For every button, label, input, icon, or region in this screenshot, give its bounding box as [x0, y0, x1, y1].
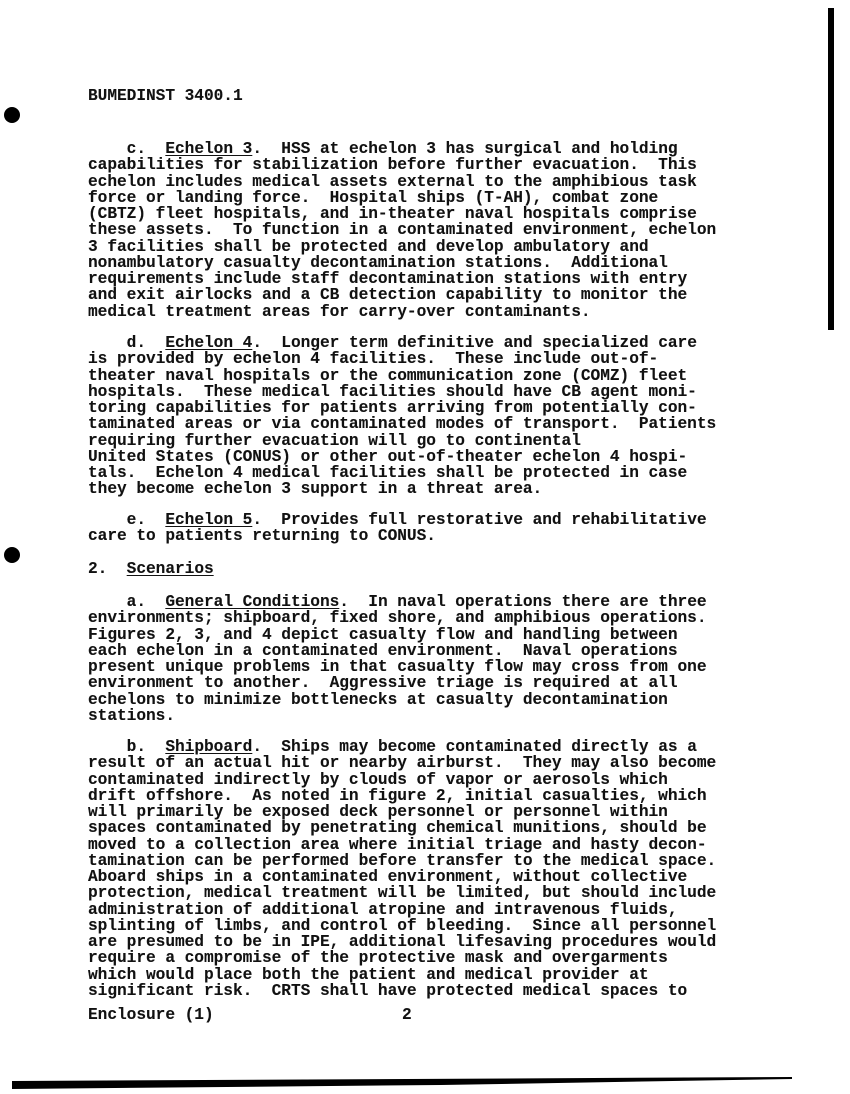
paragraph-text: . HSS at echelon 3 has surgical and holding — [252, 140, 678, 158]
line: present unique problems in that casualty flow may cross from one — [88, 658, 707, 676]
line: tamination can be performed before transfer to the medical space. — [88, 851, 717, 870]
line: requiring further evacuation will go to continental — [88, 431, 581, 450]
paragraph-label: d. — [88, 334, 166, 352]
line: are presumed to be in IPE, additional lifesaving procedures would — [88, 933, 717, 951]
line: Aboard ships in a contaminated environment, without collective — [88, 868, 688, 886]
line — [88, 512, 707, 528]
line: (CBTZ) fleet hospitals, and in-theater naval hospitals comprise — [88, 205, 697, 223]
line: protection, medical treatment will be limited, but should include — [88, 884, 717, 903]
line — [88, 739, 716, 755]
paragraph-a-general-conditions — [88, 594, 707, 724]
line: stations. — [88, 706, 175, 725]
line: United States (CONUS) or other out-of-theater echelon 4 hospi- — [88, 447, 688, 466]
binder-hole — [4, 547, 20, 563]
line: contaminated indirectly by clouds of vapor or aerosols which — [88, 770, 668, 789]
paragraph-e-echelon-5 — [88, 512, 707, 545]
line: hospitals. These medical facilities should have CB agent moni- — [88, 382, 697, 401]
document-header: BUMEDINST 3400.1 — [88, 87, 243, 105]
scan-margin-bar — [828, 8, 834, 330]
paragraph-text: . Ships may become contaminated directly as a — [252, 738, 697, 756]
paragraph-title: Shipboard — [165, 738, 253, 756]
line: these assets. To function in a contaminated environment, echelon — [88, 221, 717, 240]
line: require a compromise of the protective mask and overgarments — [88, 949, 668, 968]
line: result of an actual hit or nearby airburst. They may also become — [88, 754, 717, 773]
line: will primarily be exposed deck personnel or personnel within — [88, 803, 668, 821]
binder-hole — [4, 107, 20, 123]
scan-bottom-edge — [12, 1077, 792, 1089]
line: force or landing force. Hospital ships (T-AH), combat zone — [88, 188, 659, 207]
line: medical treatment areas for carry-over contaminants. — [88, 302, 591, 321]
line: taminated areas or via contaminated modes of transport. Patients — [88, 415, 717, 434]
paragraph-b-shipboard — [88, 739, 716, 999]
line: echelon includes medical assets external to the amphibious task — [88, 172, 697, 191]
section-2-scenarios — [88, 561, 214, 577]
line: echelons to minimize bottlenecks at casualty decontamination — [88, 690, 668, 709]
line: drift offshore. As noted in figure 2, initial casualties, which — [88, 786, 707, 805]
paragraph-title: Echelon 4 — [165, 334, 253, 352]
paragraph-title: Echelon 3 — [165, 140, 253, 158]
paragraph-label: a. — [88, 593, 166, 611]
paragraph-label: b. — [88, 738, 166, 756]
line — [88, 335, 716, 351]
line: and exit airlocks and a CB detection capability to monitor the — [88, 286, 688, 305]
paragraph-label: 2. — [88, 560, 127, 578]
line: which would place both the patient and medical provider at — [88, 965, 649, 984]
paragraph-title: General Conditions — [165, 593, 340, 611]
line: tals. Echelon 4 medical facilities shall be protected in case — [88, 464, 688, 482]
line: they become echelon 3 support in a threat area. — [88, 480, 543, 499]
paragraph-label: e. — [88, 511, 166, 529]
line: each echelon in a contaminated environment. Naval operations — [88, 641, 678, 660]
line: Figures 2, 3, and 4 depict casualty flow and handling between — [88, 625, 678, 644]
paragraph-title: Echelon 5 — [165, 511, 253, 529]
line: nonambulatory casualty decontamination stations. Additional — [88, 253, 668, 272]
footer-enclosure: Enclosure (1) — [88, 1006, 214, 1024]
line: moved to a collection area where initial triage and hasty decon- — [88, 835, 707, 854]
paragraph-c-echelon-3 — [88, 141, 716, 320]
line: 3 facilities shall be protected and develop ambulatory and — [88, 237, 649, 256]
line — [88, 594, 707, 610]
line: splinting of limbs, and control of bleeding. Since all personnel — [88, 916, 717, 935]
paragraph-d-echelon-4 — [88, 335, 716, 498]
line: administration of additional atropine and intravenous fluids, — [88, 900, 678, 919]
line: theater naval hospitals or the communication zone (COMZ) fleet — [88, 366, 688, 385]
paragraph-text: . In naval operations there are three — [339, 593, 707, 611]
line — [88, 561, 214, 577]
line: capabilities for stabilization before further evacuation. This — [88, 156, 697, 175]
line — [88, 141, 716, 157]
line: spaces contaminated by penetrating chemical munitions, should be — [88, 819, 707, 838]
line: is provided by echelon 4 facilities. These include out-of- — [88, 350, 659, 369]
paragraph-text: . Provides full restorative and rehabilitative — [252, 511, 707, 529]
page-number: 2 — [402, 1006, 412, 1024]
line: care to patients returning to CONUS. — [88, 527, 436, 546]
line: significant risk. CRTS shall have protected medical spaces to — [88, 981, 688, 1000]
paragraph-label: c. — [88, 140, 166, 158]
paragraph-title: Scenarios — [126, 560, 214, 578]
line: environments; shipboard, fixed shore, and amphibious operations. — [88, 609, 707, 628]
line: toring capabilities for patients arriving from potentially con- — [88, 399, 697, 417]
line: environment to another. Aggressive triage is required at all — [88, 674, 678, 693]
line: requirements include staff decontamination stations with entry — [88, 270, 688, 288]
paragraph-text: . Longer term definitive and specialized care — [252, 334, 697, 352]
